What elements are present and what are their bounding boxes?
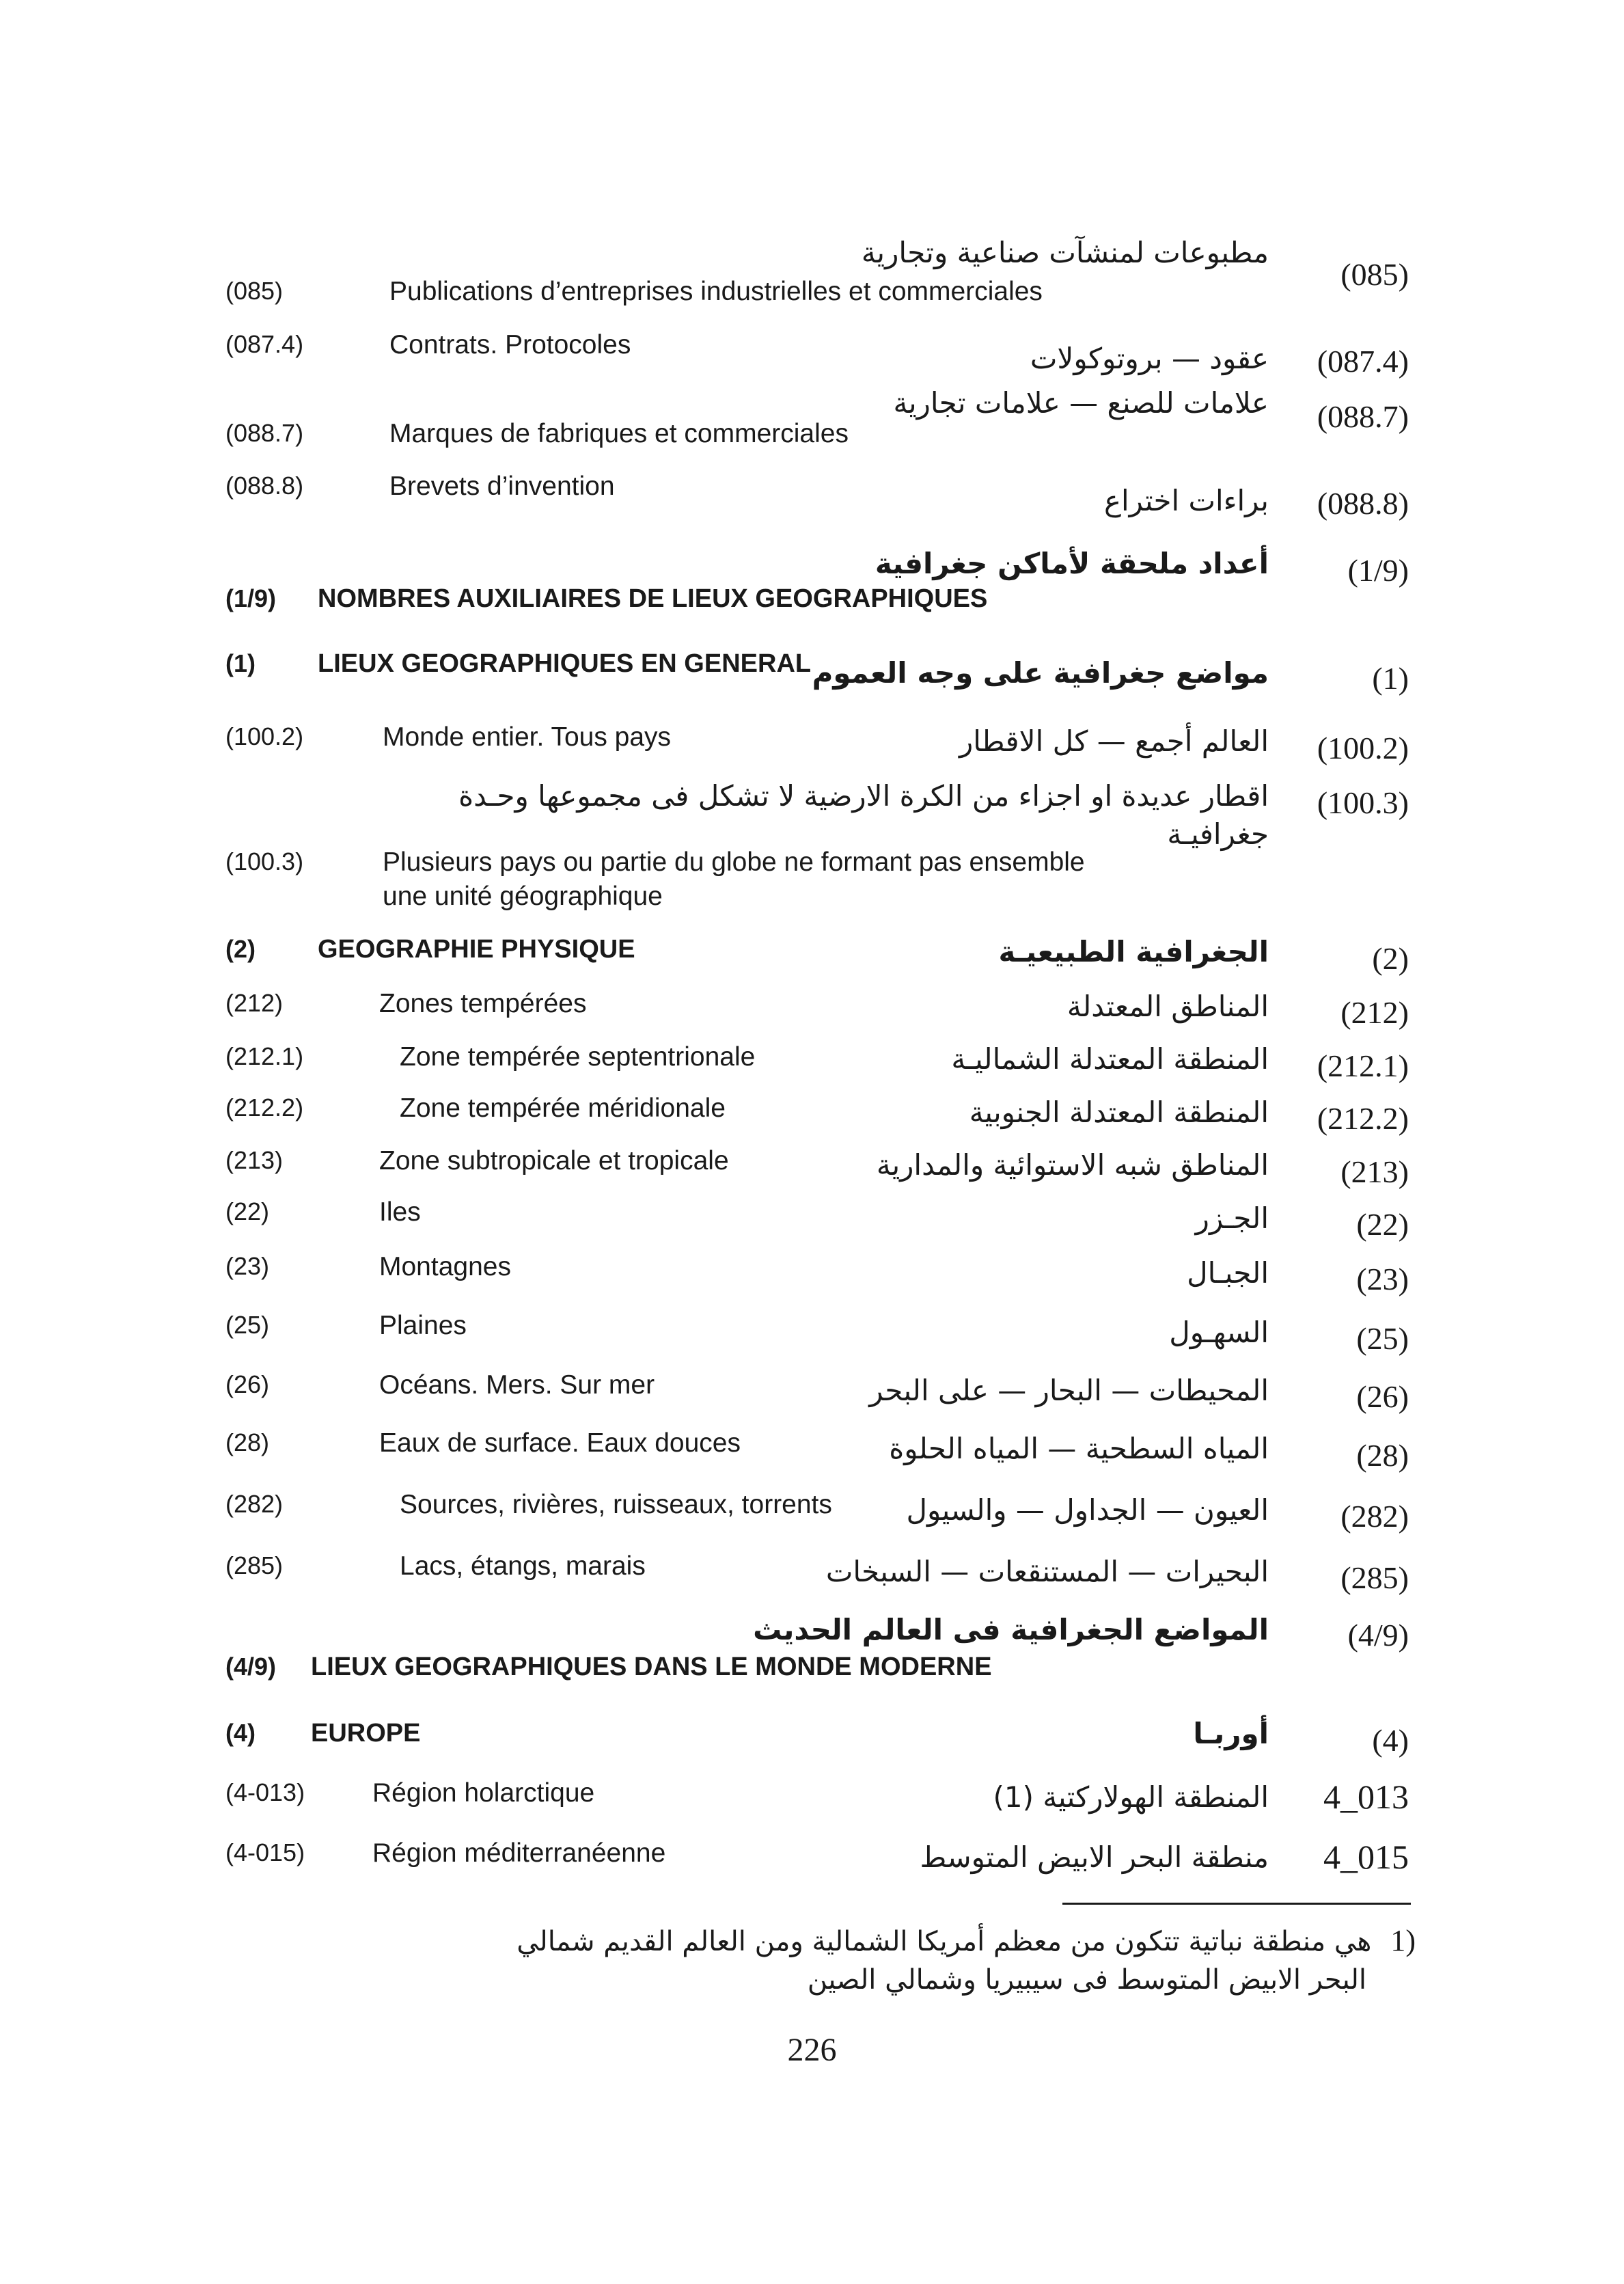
latin-code: (26) [225,1370,270,1398]
arabic-label: العيون — الجداول — والسيول [906,1493,1269,1527]
arabic-label: اقطار عديدة او اجزاء من الكرة الارضية لا تشكل فى مجموعها وحـدة [458,779,1269,813]
arabic-label: السهـول [1169,1316,1269,1349]
arabic-label: المناطق شبه الاستوائية والمدارية [876,1148,1269,1182]
arabic-label: العالم أجمع — كل الاقطار [959,724,1269,758]
latin-code: (282) [225,1490,284,1518]
arabic-code: (212) [1340,995,1409,1030]
footnote-text-1: هي منطقة نباتية تتكون من معظم أمريكا الشمالية ومن العالم القديم شمالي [517,1926,1372,1957]
latin-code: (1) [225,649,256,677]
french-label: Zone subtropicale et tropicale [379,1146,729,1175]
french-label: Lacs, étangs, marais [400,1551,646,1581]
page-number: 226 [787,2032,837,2068]
french-label: Zones tempérées [379,989,587,1018]
footnote-line-1 [240,1922,1416,1961]
arabic-code: 4_013 [1323,1778,1409,1816]
arabic-label: المناطق المعتدلة [1066,990,1269,1023]
arabic-code: (088.7) [1317,399,1409,434]
arabic-label: البحيرات — المستنقعات — السبخات [825,1555,1269,1588]
arabic-code: (28) [1356,1438,1409,1473]
latin-code: (212) [225,989,284,1017]
arabic-label: المياه السطحية — المياه الحلوة [889,1432,1269,1465]
latin-code: (088.8) [225,472,304,500]
arabic-label: المنطقة الهولاركتية (1) [993,1780,1269,1814]
arabic-label: الجبـال [1187,1256,1269,1290]
arabic-code: (100.2) [1317,731,1409,765]
arabic-code: (4) [1372,1723,1409,1758]
french-label: Monde entier. Tous pays [383,722,672,752]
french-label: Montagnes [379,1252,511,1281]
french-label: Marques de fabriques et commerciales [389,419,849,448]
arabic-code: (1) [1372,661,1409,696]
footnote-text-2: البحر الابيض المتوسط فى سيبيريا وشمالي الصين [807,1964,1366,1996]
latin-code: (1/9) [225,584,277,612]
french-heading: LIEUX GEOGRAPHIQUES DANS LE MONDE MODERNE [311,1653,992,1681]
arabic-heading: أوربـا [1193,1717,1269,1750]
french-label: Sources, rivières, ruisseaux, torrents [400,1490,832,1519]
arabic-label: عقود — بروتوكولات [1030,342,1269,375]
latin-code: (100.3) [225,847,304,875]
arabic-label: المنطقة المعتدلة الجنوبية [969,1096,1269,1129]
french-label: Plaines [379,1311,467,1340]
french-label: Océans. Mers. Sur mer [379,1370,655,1400]
latin-code: (087.4) [225,330,304,358]
latin-code: (22) [225,1197,270,1225]
arabic-code: (213) [1340,1154,1409,1189]
arabic-label: علامات للصنع — علامات تجارية [893,386,1269,420]
french-label: Publications d’entreprises industrielles et commerciales [389,277,1043,306]
arabic-code: (100.3) [1317,785,1409,820]
latin-code: (25) [225,1311,270,1339]
footnote-mark: (1 [1390,1924,1416,1957]
french-label: Région méditerranéenne [372,1838,666,1868]
arabic-heading: أعداد ملحقة لأماكن جغرافية [875,547,1269,580]
latin-code: (088.7) [225,419,304,447]
latin-code: (23) [225,1252,270,1280]
french-heading: LIEUX GEOGRAPHIQUES EN GENERAL [318,649,812,678]
french-label-continued: une unité géographique [383,882,663,911]
footnote [240,1922,1416,1999]
french-label: Zone tempérée septentrionale [400,1042,756,1072]
arabic-code: (22) [1356,1207,1409,1242]
french-label: Eaux de surface. Eaux douces [379,1428,741,1458]
latin-code: (4) [225,1719,256,1747]
arabic-code: (2) [1372,941,1409,976]
arabic-code: (085) [1340,257,1409,292]
latin-code: (212.1) [225,1042,304,1070]
latin-code: (4-013) [225,1778,305,1806]
arabic-code: (1/9) [1347,553,1409,588]
arabic-code: (25) [1356,1321,1409,1356]
latin-code: (085) [225,277,284,305]
latin-code: (28) [225,1428,270,1456]
french-label: Région holarctique [372,1778,595,1808]
french-label: Contrats. Protocoles [389,330,631,359]
french-label: Zone tempérée méridionale [400,1093,726,1123]
footnote-divider [1062,1903,1411,1905]
french-heading: EUROPE [311,1719,421,1748]
french-label: Plusieurs pays ou partie du globe ne formant pas ensemble [383,847,1085,877]
arabic-heading: الجغرافية الطبيعيـة [998,935,1269,968]
latin-code: (213) [225,1146,284,1174]
latin-code: (2) [225,935,256,963]
arabic-label: مطبوعات لمنشآت صناعية وتجارية [861,236,1269,269]
arabic-code: (212.2) [1317,1101,1409,1136]
arabic-label-continued: جغرافيـة [1167,817,1269,851]
arabic-code: (212.1) [1317,1048,1409,1083]
arabic-label: المنطقة المعتدلة الشماليـة [951,1042,1269,1076]
arabic-label: منطقة البحر الابيض المتوسط [920,1840,1269,1874]
arabic-code: (23) [1356,1262,1409,1296]
arabic-heading: المواضع الجغرافية فى العالم الحديث [753,1613,1269,1646]
latin-code: (212.2) [225,1093,304,1121]
arabic-label: المحيطات — البحار — على البحر [869,1374,1269,1407]
arabic-code: (4/9) [1347,1618,1409,1653]
french-label: Brevets d’invention [389,472,615,501]
latin-code: (100.2) [225,722,304,750]
arabic-code: (087.4) [1317,344,1409,379]
arabic-heading: مواضع جغرافية على وجه العموم [812,656,1269,690]
arabic-code: (285) [1340,1560,1409,1595]
arabic-code: (26) [1356,1379,1409,1414]
arabic-label: الجـزر [1195,1201,1269,1235]
latin-code: (4-015) [225,1838,305,1866]
latin-code: (285) [225,1551,284,1579]
french-label: Iles [379,1197,421,1227]
footnote-line-2 [240,1961,1366,1999]
arabic-code: (088.8) [1317,486,1409,521]
latin-code: (4/9) [225,1653,277,1681]
french-heading: NOMBRES AUXILIAIRES DE LIEUX GEOGRAPHIQUES [318,584,988,613]
arabic-label: براءات اختراع [1103,484,1269,517]
french-heading: GEOGRAPHIE PHYSIQUE [318,935,635,964]
arabic-code: (282) [1340,1499,1409,1534]
arabic-code: 4_015 [1323,1838,1409,1876]
